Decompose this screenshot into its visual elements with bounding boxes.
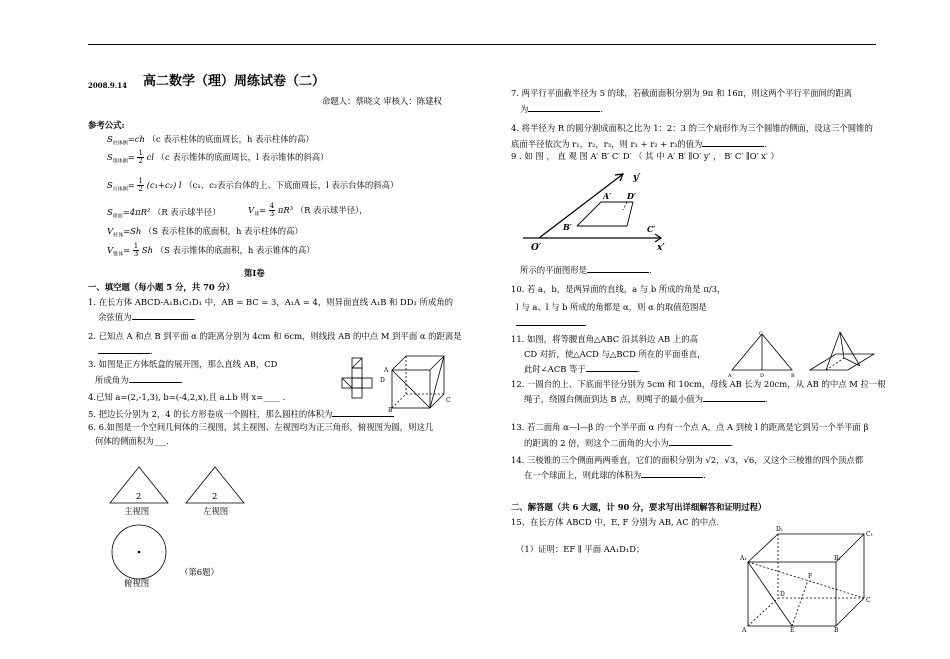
- question-13-line2: 的距离的 2 倍，则这个二面角的大小为 .: [524, 438, 734, 448]
- question-11-line2: CD 对折，使△ACD 与△BCD 所在的平面垂直，: [524, 349, 706, 359]
- question-15-part1: （1）证明：EF ∥ 平面 AA₁D₁D；: [516, 544, 645, 554]
- svg-text:F: F: [808, 573, 813, 580]
- svg-text:B: B: [834, 627, 839, 634]
- formula-3: $S_{台体侧}=$ $\frac{1}{2}$ (c₁+c₂) l （c₁、c₂表示台体的上、下底面周长，l 表示台体的斜高）: [107, 177, 399, 193]
- cube-net-figure: [340, 348, 458, 420]
- svg-text:A₁: A₁: [740, 555, 747, 562]
- question-1-line1: 1. 在长方体 ABCD-A₁B₁C₁D₁ 中，AB = BC = 3，A₁A = 4，则异面直线 A₁B 和 DD₁ 所成角的: [88, 297, 453, 307]
- formula-5: $V_球=$ $\frac{4}{3}$ πR³ （R 表示球半径），: [248, 202, 368, 218]
- question-14-line1: 14. 三棱锥的三个侧面两两垂直，它们的面积分别为 √2，√3，√6，又这个三棱锥的四个顶点都: [511, 455, 864, 465]
- figure-6-caption: （第6题）: [180, 567, 219, 577]
- section-fill-blank: 一、填空题（每小题 5 分，共 70 分）: [88, 282, 235, 292]
- svg-text:A: A: [728, 373, 732, 379]
- front-view-number: 2: [136, 491, 142, 501]
- question-5: 5. 把边长分别为 2，4 的长方形卷成一个圆柱，那么圆柱的体积为: [88, 408, 394, 420]
- section-problems: 二、解答题（共 6 大题，计 90 分，要求写出详细解答和证明过程）: [511, 502, 767, 512]
- svg-text:E: E: [790, 627, 795, 634]
- top-rule: [88, 44, 876, 45]
- question-15: 15、在长方体 ABCD 中，E, F 分别为 AB, AC 的中点.: [511, 517, 720, 527]
- question-10-blank: [516, 317, 586, 329]
- svg-text:D′: D′: [627, 191, 637, 201]
- question-13-line1: 13. 若二面角 α—l—β 的一个半平面 α 内有一个点 A，点 A 到棱 l 的距离是它到另一个半平面 β: [511, 422, 869, 432]
- top-view-label: 俯视图: [124, 578, 150, 588]
- formula-2: $S_{锥体侧}=$ $\frac{1}{2}$ cl （c 表示锥体的底面周长，l 表示锥体的斜高）: [107, 149, 329, 165]
- question-12-line1: 12. 一圆台的上、下底面半径分别为 5cm 和 10cm，母线 AB 长为 20cm，从 AB 的中点 M 拉一根: [511, 379, 886, 389]
- question-11-line1: 11. 如图，将等腰直角△ABC 沿其斜边 AB 上的高: [511, 334, 699, 344]
- svg-text:O′: O′: [531, 243, 542, 253]
- question-8-line2: 底面半径依次为 r₁，r₂，r₃，则 r₁ + r₂ + r₃的值为 .: [511, 139, 768, 149]
- formula-4: $S_{球面}=4\pi R^2$ （R 表示球半径）: [107, 207, 221, 220]
- svg-text:C₁: C₁: [866, 531, 873, 538]
- svg-text:B′: B′: [563, 222, 572, 232]
- question-9-line2: 所示的平面图形是 .: [520, 265, 652, 275]
- svg-text:D: D: [780, 591, 785, 598]
- three-views-figure: [108, 465, 248, 590]
- left-view-number: 2: [212, 491, 218, 501]
- svg-text:y′: y′: [633, 173, 641, 183]
- question-6-line2: 何体的侧面积为___.: [95, 436, 169, 446]
- question-7-line1: 7. 两平行平面截半径为 5 的球，若截面面积分别为 9π 和 16π，则这两个平行平面间的距离: [511, 88, 853, 98]
- svg-text:A: A: [384, 367, 389, 374]
- svg-text:D: D: [760, 373, 765, 379]
- question-9-line1: 9 . 如 图 ， 直 观 图 A′ B′ C′ D′ （ 其 中 A′ B′ ∥O′ y′ ， B′ C′ ∥O′ x′ ）: [511, 151, 779, 161]
- question-3-line1: 3. 如图是正方体纸盒的展开图，那么直线 AB，CD: [88, 359, 278, 369]
- svg-text:C: C: [759, 331, 763, 337]
- exam-title: 高二数学（理）周练试卷（二）: [143, 74, 326, 89]
- svg-text:D₁: D₁: [776, 526, 784, 533]
- question-4: 4.已知 a=(2,-1,3), b=(-4,2,x),且 a⊥b 则 x=____ .: [88, 392, 286, 402]
- svg-text:D: D: [380, 377, 385, 384]
- oblique-view-figure: [515, 166, 675, 258]
- svg-text:B: B: [388, 407, 393, 414]
- part-title: 第Ⅰ卷: [244, 268, 265, 278]
- front-view-label: 主视图: [124, 506, 150, 516]
- question-11-line3: 此时∠ACB 等于 .: [524, 364, 641, 374]
- cuboid-figure: [738, 522, 878, 634]
- formula-7: $V_{锥体}=$ $\frac{1}{3}$ Sh （S 表示锥体的底面积，h 表示锥体的高）: [107, 242, 315, 258]
- question-8-line1: 4. 将半径为 R 的圆分割成面积之比为 1：2：3 的三个扇形作为三个圆锥的侧面，设这三个圆锥的: [511, 123, 873, 133]
- exam-date: 2008.9.14: [88, 81, 127, 90]
- svg-text:B₁: B₁: [834, 555, 841, 562]
- svg-text:B: B: [791, 373, 795, 379]
- question-14-line2: 在一个球面上，则此球的体积为 .: [524, 470, 706, 480]
- question-10-line1: 10. 若 a，b，是两异面的直线，a 与 b 所成的角是 π/3，: [511, 284, 726, 294]
- formula-1: $S_{柱体侧}=ch$ （c 表示柱体的底面周长，h 表示柱体的高）: [107, 134, 314, 147]
- exam-authors: 命题人：蔡晓文 审核人：陈建权: [322, 96, 442, 106]
- svg-text:x′: x′: [657, 243, 665, 253]
- question-2-blank: .: [98, 345, 153, 357]
- left-view-label: 左视图: [203, 506, 229, 516]
- svg-text:A′: A′: [603, 191, 612, 201]
- question-1-line2: 余弦值为 .: [98, 312, 197, 322]
- svg-text:C′: C′: [647, 224, 656, 234]
- question-7-line2: 为 .: [520, 104, 604, 114]
- svg-text:C: C: [446, 397, 451, 404]
- question-6-line1: 6. 6.如图是一个空间几何体的三视图，其主视图、左视图均为正三角形，俯视图为圆，则这几: [88, 422, 434, 432]
- question-12-line2: 绳子，绕圆台侧面到达 B 点，则绳子的最小值为 .: [524, 394, 768, 404]
- formula-6: $V_{柱体}=Sh$ （S 表示柱体的底面积，h 表示柱体的高）: [107, 226, 303, 239]
- svg-text:A: A: [742, 627, 747, 634]
- folded-triangle-figure: [728, 330, 880, 380]
- svg-text:C: C: [866, 597, 871, 604]
- question-10-line2: l 与 a、l 与 b 所成的角都是 α，则 α 的取值范围是: [516, 302, 707, 312]
- question-3-line2: 所成角为 .: [95, 375, 184, 385]
- question-2-line1: 2. 已知点 A 和点 B 到平面 α 的距离分别为 4cm 和 6cm，则线段 AB 的中点 M 到平面 α 的距离是: [88, 331, 462, 341]
- formula-heading: 参考公式:: [88, 120, 125, 130]
